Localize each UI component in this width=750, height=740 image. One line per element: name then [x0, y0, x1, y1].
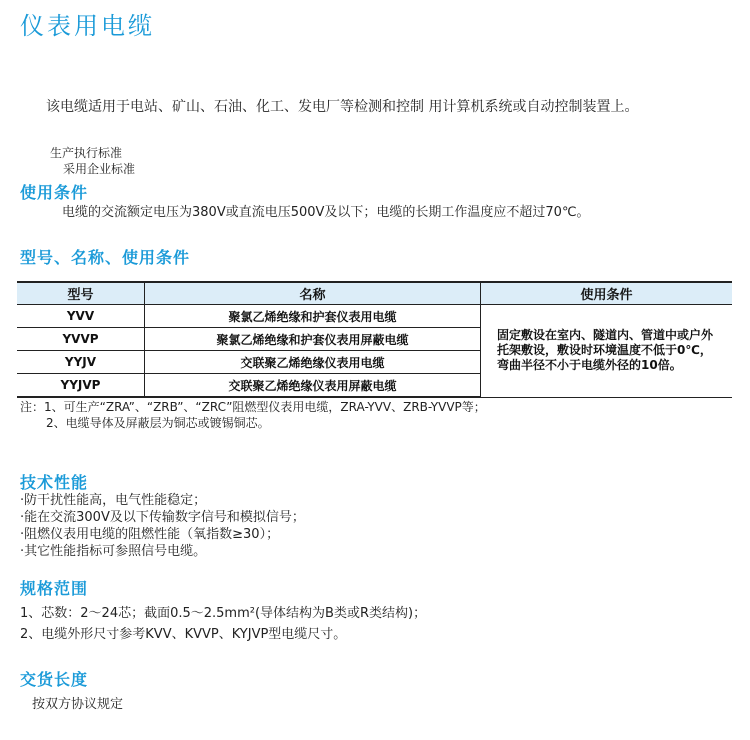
cell-model: YVV [17, 305, 145, 328]
tech-item: ·其它性能指标可参照信号电缆。 [20, 544, 207, 559]
section-heading-tech: 技术性能 [20, 473, 89, 492]
section-heading-spec: 规格范围 [20, 579, 89, 598]
spec-line: 2、电缆外形尺寸参考KVV、KVVP、KYJVP型电缆尺寸。 [20, 627, 347, 642]
section-heading-delivery: 交货长度 [20, 670, 89, 689]
model-table [17, 281, 732, 398]
section-heading-models: 型号、名称、使用条件 [20, 248, 191, 267]
standard-line: 采用企业标准 [63, 162, 136, 176]
tech-item: ·阻燃仪表用电缆的阻燃性能（氧指数≥30）； [20, 527, 280, 542]
cell-model: YYJV [17, 351, 145, 374]
table-note: 注：1、可生产“ZRA”、“ZRB”、“ZRC”阻燃型仪表用电缆，ZRA-YVV、ZRB-YVVP等； [20, 400, 486, 414]
header-name: 名称 [145, 282, 481, 305]
page-title: 仪表用电缆 [20, 12, 155, 40]
intro-text: 该电缆适用于电站、矿山、石油、化工、发电厂等检测和控制 用计算机系统或自动控制装置上。 [46, 99, 639, 115]
standard-line: 生产执行标准 [50, 146, 123, 160]
cell-name: 交联聚乙烯绝缘仪表用电缆 [145, 351, 481, 374]
spec-line: 1、芯数：2～24芯；截面0.5～2.5mm²(导体结构为B类或R类结构)； [20, 606, 427, 621]
tech-item: ·防干扰性能高，电气性能稳定； [20, 493, 207, 508]
cell-name: 交联聚乙烯绝缘仪表用屏蔽电缆 [145, 374, 481, 398]
delivery-text: 按双方协议规定 [32, 697, 124, 712]
cell-name: 聚氯乙烯绝缘和护套仪表用电缆 [145, 305, 481, 328]
table-row [17, 305, 732, 328]
header-model: 型号 [17, 282, 145, 305]
cell-model: YYJVP [17, 374, 145, 398]
table-header-row [17, 282, 732, 305]
section-heading-usage: 使用条件 [20, 183, 89, 202]
cell-name: 聚氯乙烯绝缘和护套仪表用屏蔽电缆 [145, 328, 481, 351]
cell-model: YVVP [17, 328, 145, 351]
tech-item: ·能在交流300V及以下传输数字信号和模拟信号； [20, 510, 305, 525]
cell-condition: 固定敷设在室内、隧道内、管道中或户外托架敷设，敷设时环境温度不低于0℃，弯曲半径不小于电缆外径的10倍。 [481, 305, 733, 398]
header-condition: 使用条件 [481, 282, 733, 305]
usage-text: 电缆的交流额定电压为380V或直流电压500V及以下；电缆的长期工作温度应不超过70℃。 [62, 205, 590, 220]
table-note: 2、电缆导体及屏蔽层为铜芯或镀锡铜芯。 [46, 416, 270, 430]
